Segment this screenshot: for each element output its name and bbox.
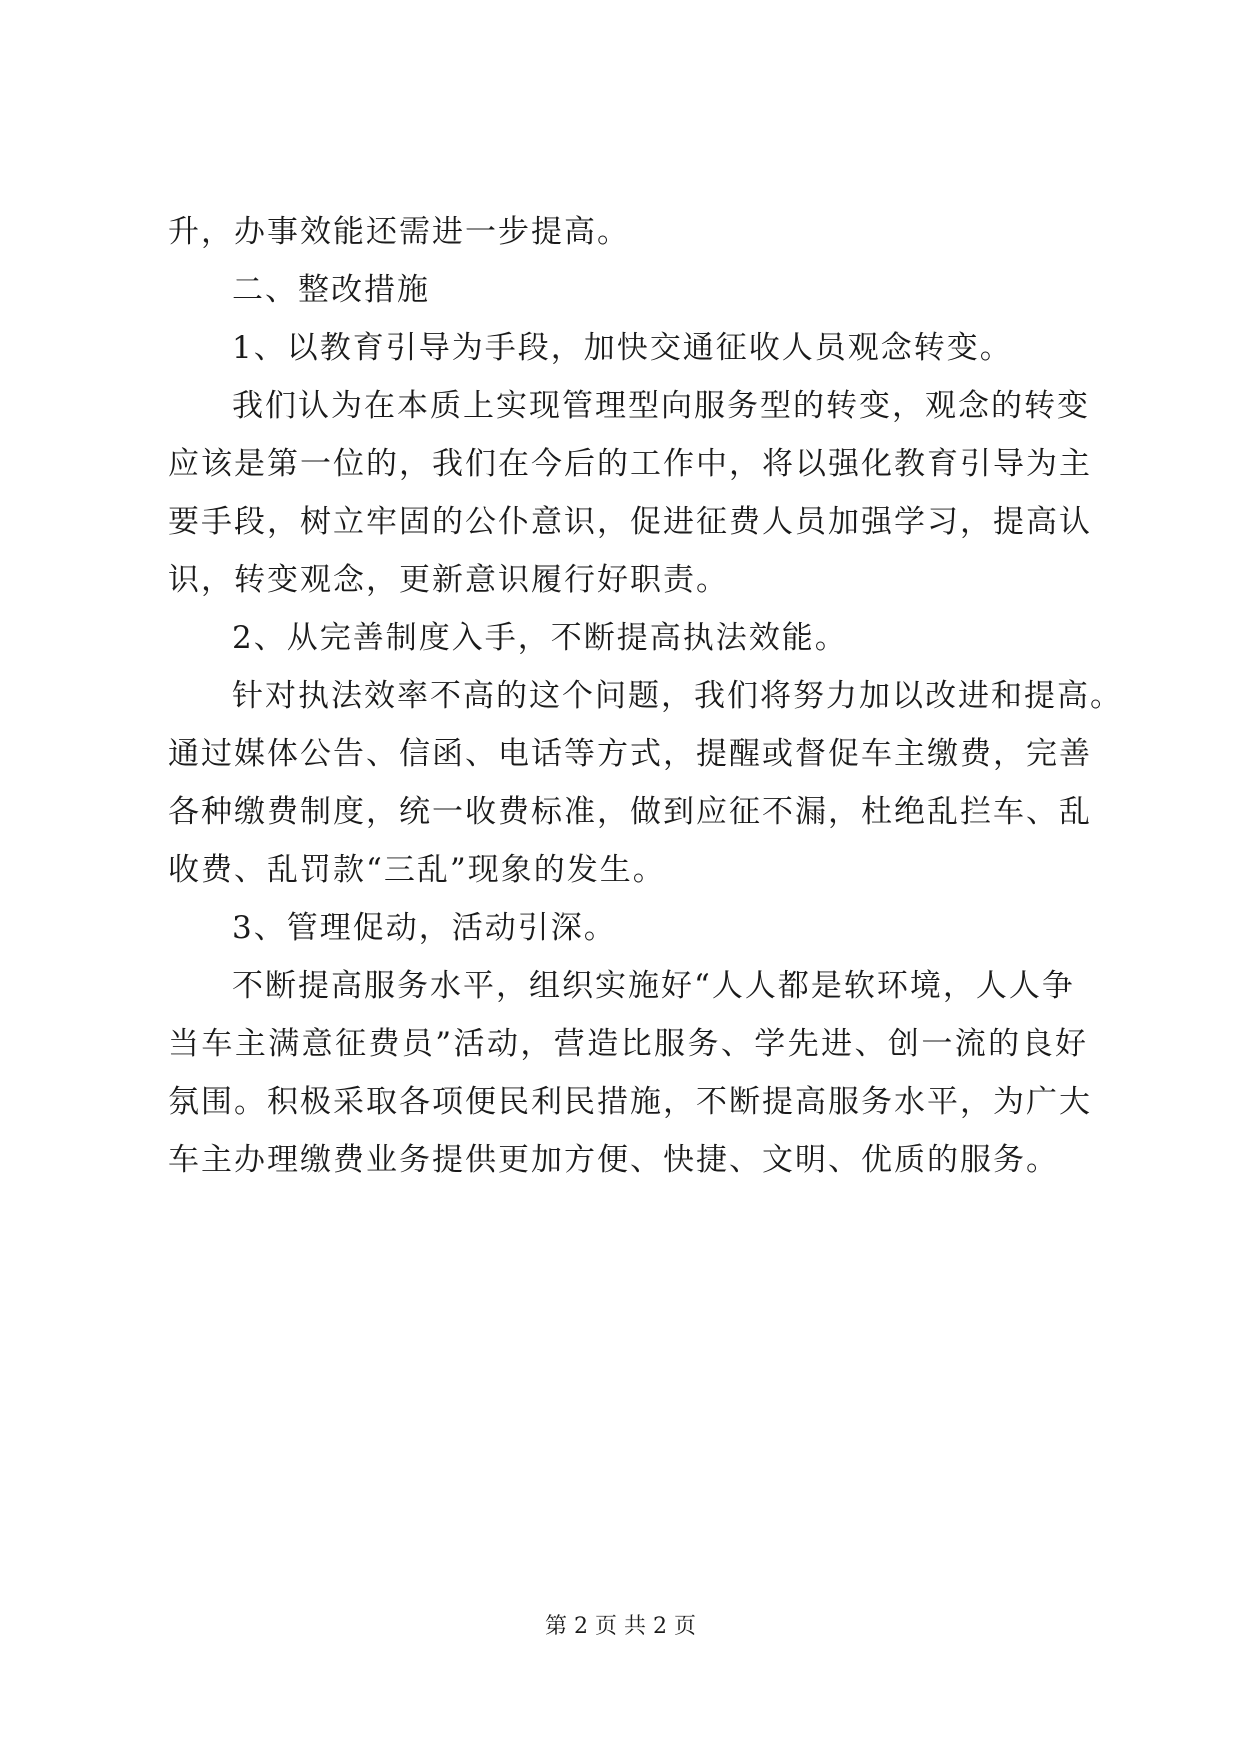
body-text-line: 通过媒体公告、信函、电话等方式，提醒或督促车主缴费，完善 — [168, 736, 1092, 772]
body-text-line: 要手段，树立牢固的公仆意识，促进征费人员加强学习，提高认 — [168, 504, 1092, 540]
body-text-line: 当车主满意征费员”活动，营造比服务、学先进、创一流的良好 — [168, 1026, 1088, 1062]
body-text-line: 识，转变观念，更新意识履行好职责。 — [168, 562, 729, 598]
section-heading: 二、整改措施 — [232, 272, 430, 308]
body-text-line: 氛围。积极采取各项便民利民措施，不断提高服务水平，为广大 — [168, 1084, 1092, 1120]
body-text-line: 车主办理缴费业务提供更加方便、快捷、文明、优质的服务。 — [168, 1142, 1059, 1178]
subsection-heading: 2、从完善制度入手，不断提高执法效能。 — [232, 620, 848, 656]
body-text-line: 针对执法效率不高的这个问题，我们将努力加以改进和提高。 — [232, 678, 1123, 714]
body-text-line: 升，办事效能还需进一步提高。 — [168, 214, 630, 250]
body-text-line: 不断提高服务水平，组织实施好“人人都是软环境，人人争 — [232, 968, 1075, 1004]
subsection-heading: 1、以教育引导为手段，加快交通征收人员观念转变。 — [232, 330, 1013, 366]
body-text-line: 我们认为在本质上实现管理型向服务型的转变，观念的转变 — [232, 388, 1090, 424]
body-text-line: 收费、乱罚款“三乱”现象的发生。 — [168, 852, 666, 888]
body-text-line: 应该是第一位的，我们在今后的工作中，将以强化教育引导为主 — [168, 446, 1092, 482]
page-number-footer: 第 2 页 共 2 页 — [545, 1614, 696, 1639]
subsection-heading: 3、管理促动，活动引深。 — [232, 910, 617, 946]
body-text-line: 各种缴费制度，统一收费标准，做到应征不漏，杜绝乱拦车、乱 — [168, 794, 1092, 830]
